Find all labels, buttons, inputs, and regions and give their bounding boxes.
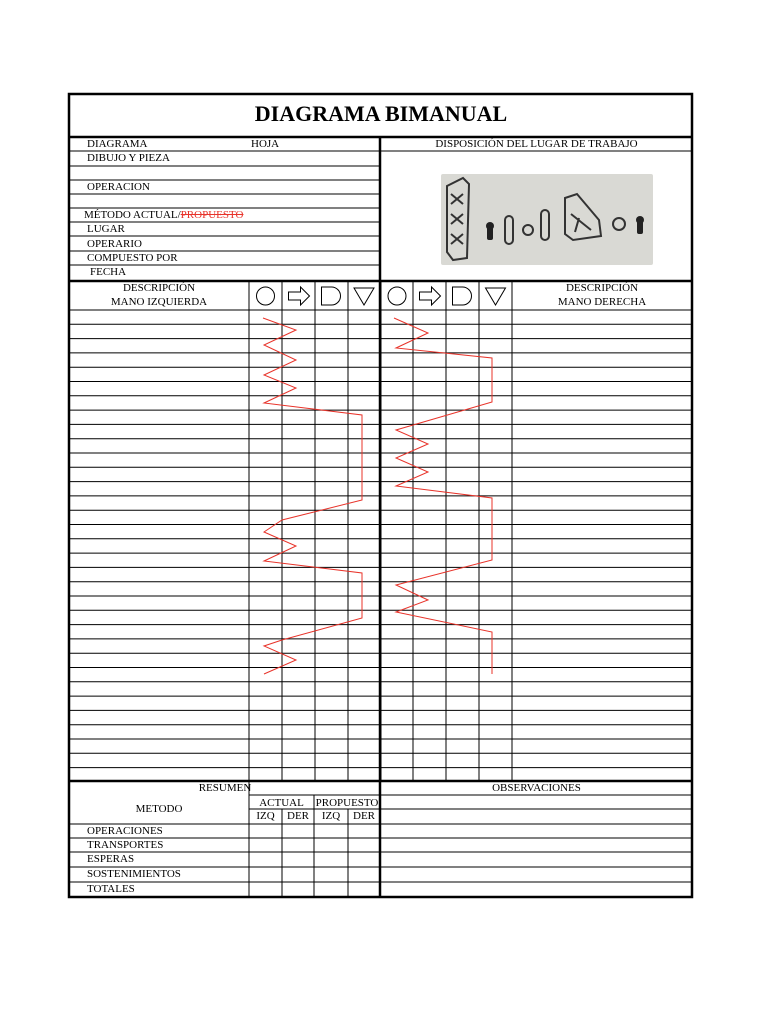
operario-label: OPERARIO bbox=[87, 238, 143, 250]
metodo-actual-label: MÉTODO ACTUAL/PROPUESTO bbox=[84, 209, 244, 221]
propuesto-struck: PROPUESTO bbox=[180, 209, 244, 221]
diagrama-label: DIAGRAMA bbox=[87, 138, 148, 150]
resumen-heading: RESUMEN bbox=[198, 782, 252, 794]
disposicion-label: DISPOSICIÓN DEL LUGAR DE TRABAJO bbox=[435, 138, 638, 150]
propuesto-izq-label: IZQ bbox=[321, 810, 341, 822]
actual-izq-label: IZQ bbox=[256, 810, 275, 822]
observaciones-heading: OBSERVACIONES bbox=[492, 782, 581, 794]
workplace-layout-image bbox=[441, 174, 653, 265]
desc-right-heading: DESCRIPCIÓN bbox=[565, 282, 639, 294]
dibujo-label: DIBUJO Y PIEZA bbox=[87, 152, 170, 164]
d-shape-icon bbox=[322, 287, 341, 305]
propuesto-label: PROPUESTO bbox=[315, 797, 379, 809]
operacion-label: OPERACION bbox=[87, 181, 150, 193]
circle-icon bbox=[388, 287, 406, 305]
arrow-right-icon bbox=[289, 287, 310, 305]
summary-row-totales: TOTALES bbox=[87, 883, 135, 895]
lugar-label: LUGAR bbox=[87, 223, 125, 235]
arrow-right-icon bbox=[420, 287, 441, 305]
desc-right-subheading: MANO DERECHA bbox=[557, 296, 647, 308]
propuesto-der-label: DER bbox=[353, 810, 375, 822]
compuesto-label: COMPUESTO POR bbox=[87, 252, 178, 264]
page-title: DIAGRAMA BIMANUAL bbox=[254, 101, 508, 126]
triangle-down-icon bbox=[486, 288, 506, 305]
actual-label: ACTUAL bbox=[259, 797, 304, 809]
actual-der-label: DER bbox=[287, 810, 309, 822]
summary-row-operaciones: OPERACIONES bbox=[87, 825, 163, 837]
circle-icon bbox=[257, 287, 275, 305]
desc-left-subheading: MANO IZQUIERDA bbox=[110, 296, 208, 308]
triangle-down-icon bbox=[354, 288, 374, 305]
d-shape-icon bbox=[453, 287, 472, 305]
metodo-label: METODO bbox=[135, 803, 183, 815]
summary-row-sostenimientos: SOSTENIMIENTOS bbox=[87, 868, 181, 880]
fecha-label: FECHA bbox=[90, 266, 127, 278]
summary-row-esperas: ESPERAS bbox=[87, 853, 135, 865]
summary-row-transportes: TRANSPORTES bbox=[87, 839, 164, 851]
hoja-label: HOJA bbox=[251, 138, 280, 150]
desc-left-heading: DESCRIPCIÓN bbox=[122, 282, 196, 294]
